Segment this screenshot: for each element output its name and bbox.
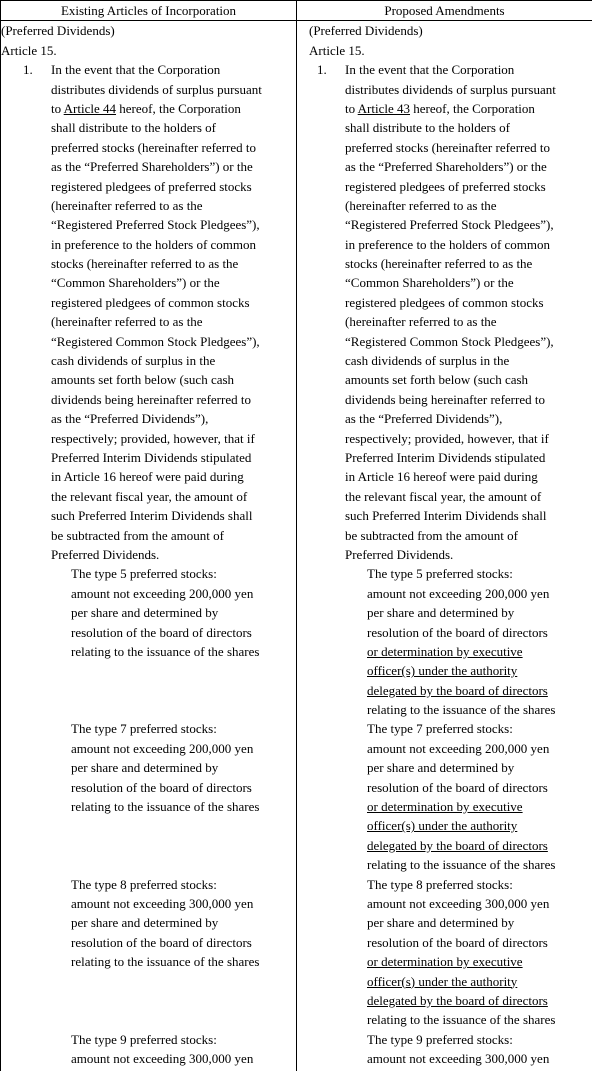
para-line: the relevant fiscal year, the amount of: [51, 488, 248, 504]
para-line: be subtracted from the amount of: [345, 527, 518, 543]
para-line: (hereinafter referred to as the: [345, 314, 497, 330]
para-line: preferred stocks (hereinafter referred to: [51, 139, 256, 155]
para-line: shall distribute to the holders of: [345, 120, 511, 136]
type-line: relating to the issuance of the shares: [367, 857, 556, 873]
preferred-type-8: [309, 875, 592, 1030]
amendment-text: delegated by the board of directors: [367, 682, 548, 698]
amendment-text: officer(s) under the authority: [367, 663, 518, 679]
para-line: registered pledgees of preferred stocks: [51, 178, 252, 194]
type-line: resolution of the board of directors: [367, 934, 548, 950]
para-line: amounts set forth below (such cash: [51, 372, 235, 388]
para-line: registered pledgees of preferred stocks: [345, 178, 546, 194]
type-line: relating to the issuance of the shares: [71, 954, 260, 970]
para-line: Preferred Interim Dividends stipulated: [51, 450, 252, 465]
type-line: relating to the issuance of the shares: [71, 643, 260, 659]
amendment-text: officer(s) under the authority: [367, 973, 518, 989]
table-header-row: [1, 1, 592, 21]
para-line: In the event that the Corporation: [51, 62, 221, 78]
article-label: Article 15.: [309, 42, 365, 58]
para-line: (hereinafter referred to as the: [51, 314, 203, 330]
preferred-type-9: [309, 1030, 592, 1069]
para-line: in Article 16 hereof were paid during: [345, 469, 538, 485]
preferred-type-5: [1, 564, 296, 719]
type-line: amount not exceeding 200,000 yen: [71, 585, 254, 601]
para-line: (hereinafter referred to as the: [345, 197, 497, 213]
existing-column: [1, 21, 297, 1071]
para-line: stocks (hereinafter referred to as the: [345, 256, 533, 272]
type-line: relating to the issuance of the shares: [367, 1012, 556, 1028]
para-line: registered pledgees of common stocks: [51, 294, 250, 310]
para-line: “Registered Common Stock Pledgees”),: [51, 333, 260, 349]
type-line: per share and determined by: [71, 760, 219, 776]
para-line: the relevant fiscal year, the amount of: [345, 488, 542, 504]
para-line: Preferred Dividends.: [51, 546, 160, 562]
para-line: [51, 99, 296, 118]
para-line: preferred stocks (hereinafter referred to: [345, 139, 550, 155]
para-line: distributes dividends of surplus pursuant: [51, 81, 262, 97]
article-item: [1, 60, 296, 564]
para-line: in preference to the holders of common: [51, 236, 257, 252]
section-heading: (Preferred Dividends): [1, 23, 115, 39]
article-item: [309, 60, 592, 564]
type-line: [367, 991, 592, 1010]
type-line: per share and determined by: [367, 760, 515, 776]
type-line: The type 5 preferred stocks:: [367, 566, 513, 582]
type-line: The type 8 preferred stocks:: [367, 876, 513, 892]
para-line: be subtracted from the amount of: [51, 527, 224, 543]
para-line: [345, 99, 592, 118]
amendment-text: or determination by executive: [367, 954, 523, 970]
type-line: [367, 952, 592, 971]
item-paragraph: [309, 60, 592, 564]
type-line: amount not exceeding 200,000 yen: [367, 585, 550, 601]
type-line: [367, 836, 592, 855]
para-line: “Common Shareholders”) or the: [51, 275, 220, 291]
para-line: distributes dividends of surplus pursuant: [345, 81, 556, 97]
item-number: 1.: [317, 62, 327, 78]
type-line: [367, 816, 592, 835]
para-line: Preferred Dividends.: [345, 546, 454, 562]
type-line: resolution of the board of directors: [367, 779, 548, 795]
para-line: Preferred Interim Dividends stipulated: [345, 450, 546, 465]
amendment-text: delegated by the board of directors: [367, 992, 548, 1008]
type-line: amount not exceeding 200,000 yen: [71, 740, 254, 756]
article-label: Article 15.: [1, 42, 57, 58]
para-line: cash dividends of surplus in the: [345, 353, 510, 369]
para-line: as the “Preferred Dividends”),: [51, 411, 209, 427]
preferred-type-8: [1, 875, 296, 1030]
item-paragraph: [1, 60, 296, 564]
type-line: [367, 642, 592, 661]
preferred-type-5: [309, 564, 592, 719]
para-line: “Registered Preferred Stock Pledgees”),: [345, 217, 554, 233]
para-text: hereof, the Corporation: [410, 100, 535, 116]
para-line: as the “Preferred Dividends”),: [345, 411, 503, 427]
type-line: [367, 797, 592, 816]
para-line: cash dividends of surplus in the: [51, 353, 216, 369]
article-reference: Article 44: [63, 100, 117, 116]
proposed-column: [297, 21, 592, 1071]
type-line: amount not exceeding 300,000 yen: [71, 895, 254, 911]
type-line: The type 8 preferred stocks:: [71, 876, 217, 892]
para-line: registered pledgees of common stocks: [345, 294, 544, 310]
para-line: In the event that the Corporation: [345, 62, 515, 78]
type-line: [367, 972, 592, 991]
section-heading: (Preferred Dividends): [309, 23, 423, 39]
type-line: The type 5 preferred stocks:: [71, 566, 217, 582]
para-line: in preference to the holders of common: [345, 236, 551, 252]
para-line: such Preferred Interim Dividends shall: [51, 508, 253, 524]
article-reference: Article 43: [357, 100, 411, 116]
type-line: [367, 681, 592, 700]
para-line: as the “Preferred Shareholders”) or the: [51, 159, 253, 175]
type-line: The type 9 preferred stocks:: [71, 1031, 217, 1047]
type-line: The type 9 preferred stocks:: [367, 1031, 513, 1047]
type-line: amount not exceeding 300,000 yen: [367, 895, 550, 911]
preferred-type-9: [1, 1030, 296, 1069]
para-line: dividends being hereinafter referred to: [345, 391, 545, 407]
type-line: resolution of the board of directors: [71, 779, 252, 795]
amendment-text: delegated by the board of directors: [367, 837, 548, 853]
type-line: resolution of the board of directors: [71, 934, 252, 950]
table-body-row: [1, 21, 592, 1071]
type-line: resolution of the board of directors: [367, 624, 548, 640]
para-line: “Common Shareholders”) or the: [345, 275, 514, 291]
preferred-type-7: [1, 719, 296, 874]
type-line: [367, 661, 592, 680]
para-text: hereof, the Corporation: [116, 100, 241, 116]
type-line: per share and determined by: [71, 915, 219, 931]
amendment-text: officer(s) under the authority: [367, 818, 518, 834]
para-line: dividends being hereinafter referred to: [51, 391, 251, 407]
header-existing: Existing Articles of Incorporation: [1, 1, 297, 21]
para-line: such Preferred Interim Dividends shall: [345, 508, 547, 524]
para-line: “Registered Preferred Stock Pledgees”),: [51, 217, 260, 233]
para-text: to: [345, 100, 356, 116]
item-number: 1.: [23, 62, 33, 78]
para-line: in Article 16 hereof were paid during: [51, 469, 244, 485]
para-line: respectively; provided, however, that if: [345, 430, 549, 446]
para-line: as the “Preferred Shareholders”) or the: [345, 159, 547, 175]
para-line: respectively; provided, however, that if: [51, 430, 255, 446]
preferred-type-7: [309, 719, 592, 874]
type-line: per share and determined by: [367, 915, 515, 931]
para-line: stocks (hereinafter referred to as the: [51, 256, 239, 272]
type-line: resolution of the board of directors: [71, 624, 252, 640]
type-line: The type 7 preferred stocks:: [71, 721, 217, 737]
para-line: (hereinafter referred to as the: [51, 197, 203, 213]
type-line: relating to the issuance of the shares: [71, 799, 260, 815]
amendment-text: or determination by executive: [367, 799, 523, 815]
para-text: to: [51, 100, 62, 116]
type-line: The type 7 preferred stocks:: [367, 721, 513, 737]
type-line: amount not exceeding 300,000 yen: [71, 1051, 254, 1067]
type-line: per share and determined by: [367, 605, 515, 621]
para-line: amounts set forth below (such cash: [345, 372, 529, 388]
type-line: amount not exceeding 300,000 yen: [367, 1051, 550, 1067]
para-line: “Registered Common Stock Pledgees”),: [345, 333, 554, 349]
type-line: relating to the issuance of the shares: [367, 702, 556, 718]
header-proposed: Proposed Amendments: [297, 1, 592, 21]
amendment-text: or determination by executive: [367, 643, 523, 659]
para-line: shall distribute to the holders of: [51, 120, 217, 136]
type-line: amount not exceeding 200,000 yen: [367, 740, 550, 756]
type-line: per share and determined by: [71, 605, 219, 621]
